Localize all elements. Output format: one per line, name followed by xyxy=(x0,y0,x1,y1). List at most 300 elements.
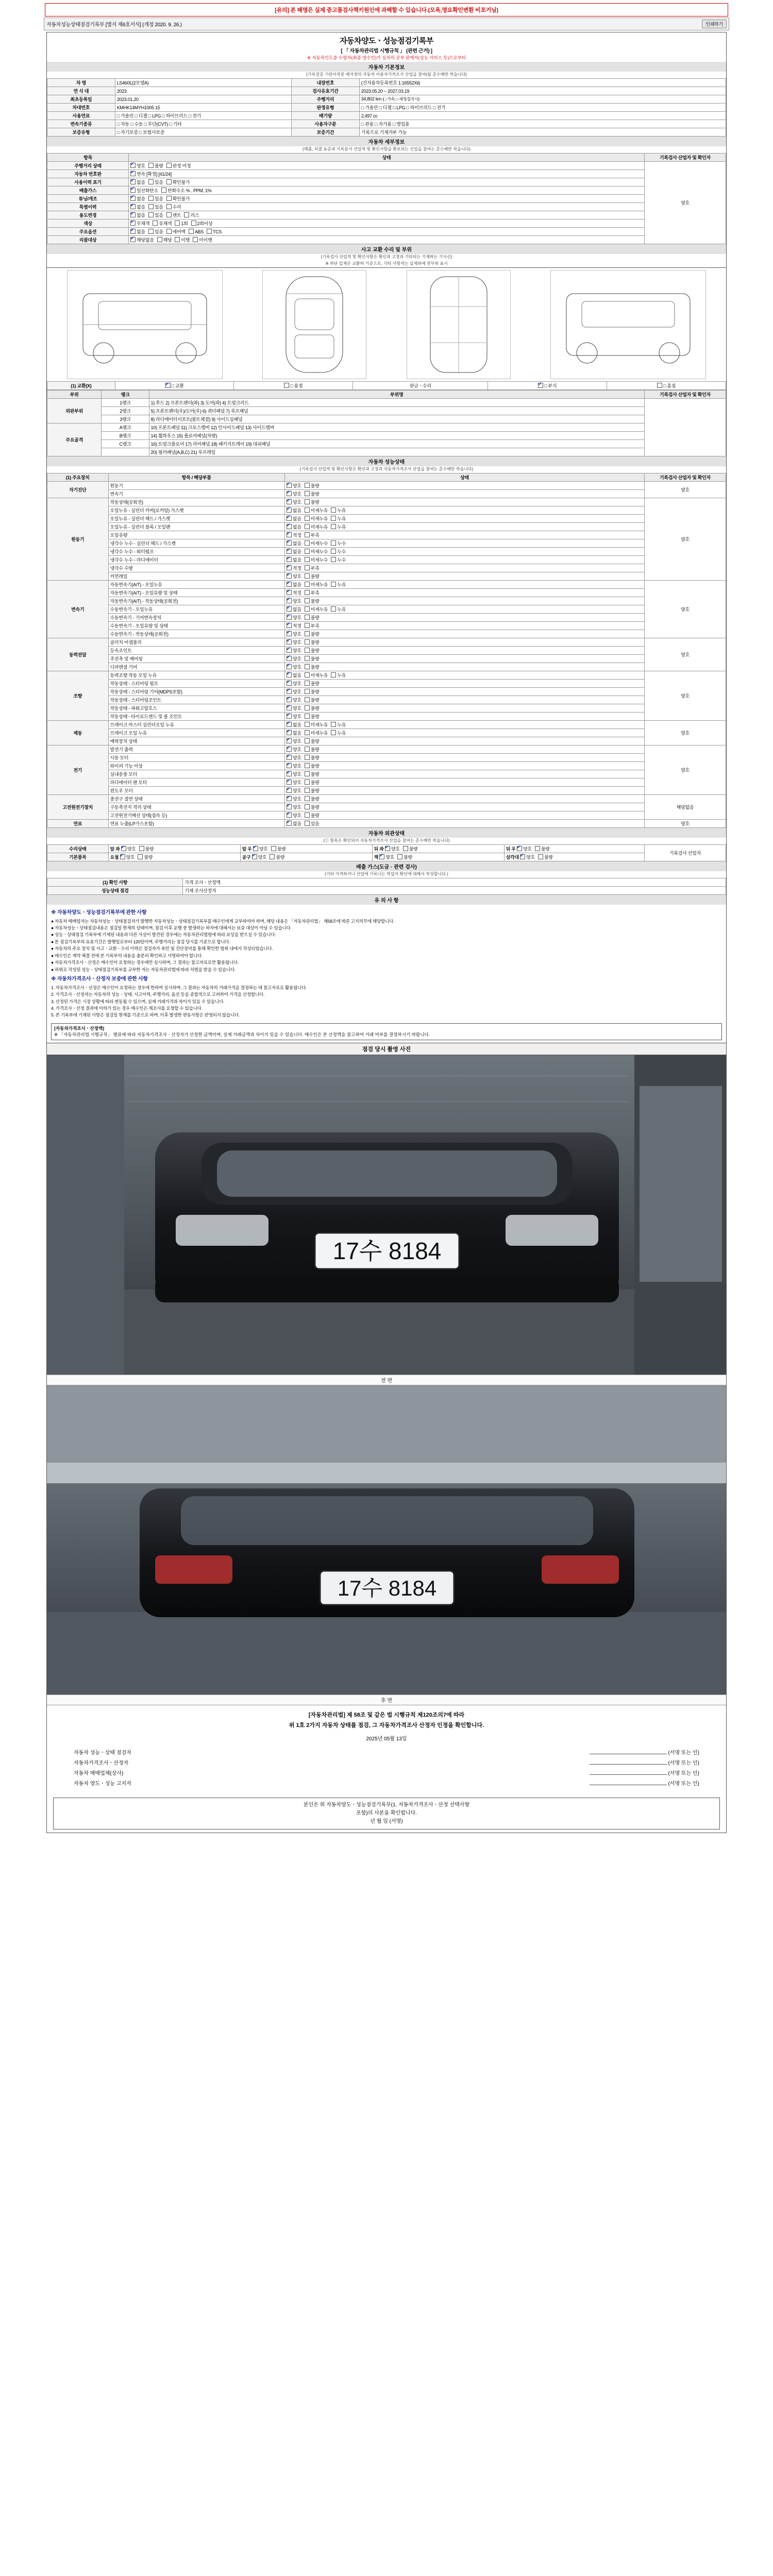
cell-part-name: 동력조향 작동 오일 누유 xyxy=(108,671,284,680)
page-title-note: ※ 자동차인도증 수령자(최종 양수인)가 실차의 공부 판매자(성능 서비스 등)으로부터 xyxy=(307,55,466,60)
print-button[interactable]: 인쇄하기 xyxy=(702,20,727,28)
cell-label: 기본품목 xyxy=(47,853,109,861)
table-row xyxy=(47,581,726,589)
cell-condition[interactable]: ✔ 양호 불량 xyxy=(284,614,644,622)
cell-condition[interactable]: ✔ 양호 불량 xyxy=(284,713,644,721)
cell-device-group: 조향 xyxy=(47,671,109,721)
notice-section-header: 유 의 사 항 xyxy=(47,895,726,905)
cell-part-name: 추진축 및 베어링 xyxy=(108,655,284,663)
cell-value: 가격 조사ㆍ산정액 xyxy=(183,878,726,887)
notice-item: ● 자동차가격조사ㆍ산정은 매수인이 요청하는 경우에만 실시하며, 그 결과는 참고자료로만 활용됩니다. xyxy=(51,960,239,965)
cell-condition[interactable]: ✔ 양호 불량 xyxy=(284,737,644,745)
cell-part-name: 자동변속기(A/T) - 오일누유 xyxy=(108,581,284,589)
signature-notice-1: [자동차관리법] 제 58조 및 같은 법 시행규칙 제120조의7에 따라 xyxy=(308,1711,465,1718)
cell-part-name: 발전기 출력 xyxy=(108,745,284,754)
cell-condition[interactable]: ✔ 적정 부족 xyxy=(284,531,644,539)
cell-condition[interactable]: ✔ 적정 부족 xyxy=(284,589,644,597)
cell-condition[interactable]: ✔ 없음 미세누유 누유 xyxy=(284,729,644,737)
notice-item: ● 자동차성능ㆍ상태점검내용은 점검일 현재의 상태이며, 점검 이후 운행 중 발생하는 하자에 대해서는 보증 대상이 아닐 수 있습니다. xyxy=(51,925,292,930)
odometer-value: 34,802 km xyxy=(361,96,382,101)
cell-condition[interactable]: ✔ 양호 불량 xyxy=(284,704,644,713)
cell-value: 기재 조사산정자 xyxy=(183,887,726,895)
table-header-row xyxy=(47,391,726,399)
table-row xyxy=(47,415,726,423)
section-detail-note: (매출, 리콜 표준과 기록문서 선업적 및 확인사항을 확보되는 신업을 참여는 준수해만 작습니다) xyxy=(303,147,470,151)
cell-tire-position[interactable]: 잭 ✔ 양호 불량 xyxy=(372,853,504,861)
table-row xyxy=(47,638,726,647)
table-row xyxy=(47,820,726,828)
cell-label: 리콜대상 xyxy=(47,236,129,244)
cell-value[interactable]: ✔ 무채색 유채색 1회 2회이상 xyxy=(129,219,645,228)
cell-device-group: 동력전달 xyxy=(47,638,109,671)
table-row xyxy=(47,440,726,448)
notice-item: 2. 가격조사ㆍ산정자는 자동차의 성능ㆍ상태, 사고이력, 주행거리, 옵션 등을 종합적으로 고려하여 가격을 산정합니다. xyxy=(51,992,264,997)
cell-condition[interactable]: ✔ 양호 불량 xyxy=(284,754,644,762)
cell-inspector: 양호 xyxy=(644,498,726,581)
cell-condition[interactable]: ✔ 없음 미세누유 누유 xyxy=(284,671,644,680)
cell-label: 주행거리 xyxy=(292,95,360,104)
photo-section-header: 점검 당시 촬영 사진 xyxy=(47,1043,726,1055)
cell-part-name: 작동상태 - 스티어링 펌프 xyxy=(108,680,284,688)
cell-label: 최초등록일 xyxy=(47,95,115,104)
cell-inspector: 해당없음 xyxy=(644,795,726,820)
notice-item: 4. 가격조사ㆍ산정 결과에 이의가 있는 경우 매수인은 재조사를 요청할 수 있습니다. xyxy=(51,1005,203,1011)
cell-value[interactable]: ✔ 없음 있음 수리 xyxy=(129,203,645,211)
notice-item: 5. 본 기록부에 기재된 사항은 점검일 현재를 기준으로 하며, 이후 발생한 변동사항은 반영되지 않습니다. xyxy=(51,1012,240,1018)
car-underbody-view-diagram xyxy=(407,270,511,379)
section-performance-note: (기록검사 산업적 및 확인사항은 확인과 고정과 자동차가격조사 산업을 참여는 준수해만 작습니다) xyxy=(299,467,474,471)
cell-inspector: 양호 xyxy=(644,162,726,244)
cell-label: 차대번호 xyxy=(47,104,115,112)
table-row xyxy=(47,104,726,112)
cell-part-name: 오일누유 - 실린더 블록 / 오일팬 xyxy=(108,523,284,531)
table-row xyxy=(47,762,726,770)
cell-tire-position[interactable]: 뒤 좌 ✔ 양호 불량 xyxy=(372,845,504,853)
cell-condition[interactable]: ✔ 양호 불량 xyxy=(284,778,644,787)
table-row xyxy=(47,622,726,630)
cell-label: 사용연료 xyxy=(47,112,115,120)
cell-part-name: 배력장치 상태 xyxy=(108,737,284,745)
notice-item: 3. 산정된 가격은 시장 상황에 따라 변동될 수 있으며, 실제 거래가격과 차이가 있을 수 있습니다. xyxy=(51,998,225,1004)
top-warning-banner: [유의] 본 패명은 실제 중고품검사책키원인에 과해할 수 있습니다.(모욕,명요확인변환 비포거님) xyxy=(45,3,728,16)
table-row xyxy=(47,795,726,803)
cell-label: 보증유형 xyxy=(47,128,115,137)
cell-part-list: 16) 트렁크플로어 17) 리어패널 18) 패키지트레이 19) 대쉬패널 xyxy=(149,440,644,448)
cell-inspector: 양호 xyxy=(644,581,726,638)
signature-role: 자동차 매매업체(상사) xyxy=(74,1771,124,1777)
signature-line[interactable]: (서명 또는 인) xyxy=(590,1769,699,1778)
cell-condition[interactable]: ✔ 양호 불량 xyxy=(284,688,644,696)
final-text-1: 본인은 위 자동차양도ㆍ성능점검기록부(1. 자동차가격조사ㆍ산정 선택사항 xyxy=(303,1802,470,1808)
col-header-part: 항목 / 해당부품 xyxy=(108,473,284,482)
cell-part-name: 클러치 어셈블리 xyxy=(108,638,284,647)
cell-part-name: 수동변속기 - 오일유량 및 상태 xyxy=(108,622,284,630)
table-row xyxy=(47,729,726,737)
cell-value: 기록으로 기재거부 가능 xyxy=(359,128,726,137)
form-toolbar xyxy=(44,18,729,30)
cell-condition[interactable]: ✔ 없음 미세누수 누수 xyxy=(284,548,644,556)
cell-condition[interactable]: ✔ 양호 불량 xyxy=(284,770,644,778)
legend-option: □ 용접 xyxy=(234,382,353,390)
cell-part-name: 작동상태(공회전) xyxy=(108,498,284,506)
cell-part-name: 라디에이터 팬 모터 xyxy=(108,778,284,787)
cell-condition[interactable]: ✔ 없음 미세누유 누유 xyxy=(284,581,644,589)
front-photo-image xyxy=(47,1055,726,1375)
cell-label: 자동차 번호판 xyxy=(47,170,129,178)
table-row xyxy=(47,203,726,211)
license-plate-text: 17수 8184 xyxy=(332,1237,442,1264)
section-detail-header: 자동차 세부정보 xyxy=(47,137,726,146)
table-row xyxy=(47,490,726,498)
cell-rank: 1랭크 xyxy=(102,399,149,407)
cell-device-group: 원동기 xyxy=(47,498,109,581)
table-row xyxy=(47,737,726,745)
cell-part-name: 구동축전지 격리 상태 xyxy=(108,803,284,811)
cell-condition[interactable]: ✔ 적정 부족 xyxy=(284,564,644,572)
table-row xyxy=(47,79,726,87)
signature-role: 자동차 성능ㆍ상태 점검자 xyxy=(74,1750,131,1756)
cell-value[interactable]: ✔ 변속 [확정] [41/24] xyxy=(129,170,645,178)
cell-condition[interactable]: ✔ 양호 불량 xyxy=(284,803,644,811)
cell-condition[interactable]: ✔ 없음 미세누유 누유 xyxy=(284,721,644,729)
cell-value: 2023.05.20 ~ 2027.03.19 xyxy=(359,87,726,95)
damage-legend-table xyxy=(47,381,726,390)
signature-notice-2: 위 1호 2가지 자동차 상태를 점검, 그 자동차가격조사 산정자 인정을 확인합니다. xyxy=(289,1722,484,1728)
notice-list-1 xyxy=(51,918,722,973)
table-row xyxy=(47,195,726,203)
col-header-inspector: 기록검사 산업자 및 확인자 xyxy=(644,391,726,399)
cell-condition[interactable]: ✔ 없음 미세누유 누유 xyxy=(284,523,644,531)
section-performance-header: 자동차 성능상태 xyxy=(47,456,726,466)
cell-label: 용도변경 xyxy=(47,211,129,219)
cost-table xyxy=(47,878,726,895)
signature-line[interactable]: (서명 또는 인) xyxy=(590,1759,699,1768)
table-row xyxy=(47,556,726,564)
cell-inspector: 양호 xyxy=(644,820,726,828)
cell-part-name: 냉각수 누수 - 실린더 헤드 / 가스켓 xyxy=(108,539,284,548)
table-row xyxy=(47,548,726,556)
signature-line[interactable]: (서명 또는 인) xyxy=(590,1780,699,1789)
signature-role: 자동차 양도ㆍ성능 고지자 xyxy=(74,1781,131,1787)
cell-label: 사용이력 표기 xyxy=(47,178,129,187)
col-header-inspector: 기록검사 산업자 및 확인자 xyxy=(644,473,726,482)
cell-part-list: 20) 필러패널(A,B,C) 21) 루프레일 xyxy=(149,448,644,456)
table-row xyxy=(47,614,726,622)
cell-part-name: 고전원전기배선 상태(접속 등) xyxy=(108,811,284,820)
legend-option: ✔ □ 부식 xyxy=(488,382,607,390)
legend-option: 판금ㆍ수리 xyxy=(353,382,488,390)
cell-part-list: 8) 라디에이터서포트(볼트체결) 9) 사이드실패널 xyxy=(149,415,644,423)
table-row xyxy=(47,655,726,663)
table-row xyxy=(47,688,726,696)
price-appraisal-title: [자동차가격조사ㆍ산정액] xyxy=(54,1025,105,1031)
cell-tire-position[interactable]: 앞 좌 ✔ 양호 불량 xyxy=(108,845,240,853)
signature-line[interactable]: (서명 또는 인) xyxy=(590,1749,699,1758)
cell-condition[interactable]: ✔ 양호 불량 xyxy=(284,663,644,671)
car-top-view-diagram xyxy=(262,270,366,379)
cell-label: 주행거리 상태 xyxy=(47,162,129,170)
cell-condition[interactable]: ✔ 양호 불량 xyxy=(284,597,644,605)
cell-condition[interactable]: ✔ 양호 불량 xyxy=(284,630,644,638)
license-plate-text-rear: 17수 8184 xyxy=(337,1575,437,1600)
table-row xyxy=(47,696,726,704)
cell-part-name: 등속조인트 xyxy=(108,647,284,655)
cell-label: 성능상태 점검 xyxy=(47,887,183,895)
table-row xyxy=(47,228,726,236)
table-row xyxy=(47,878,726,887)
cell-part-name: 작동상태 - 파워고압호스 xyxy=(108,704,284,713)
cell-condition[interactable]: ✔ 없음 있음 xyxy=(284,820,644,828)
cell-condition[interactable]: ✔ 없음 미세누수 누수 xyxy=(284,539,644,548)
table-row xyxy=(47,399,726,407)
cell-rank: 3랭크 xyxy=(102,415,149,423)
col-header-rank: 랭크 xyxy=(102,391,149,399)
cell-value: □ 관용 □ 자가용 □ 영업용 xyxy=(359,120,726,128)
cell-device-group: 전기 xyxy=(47,745,109,795)
table-row xyxy=(47,754,726,762)
cell-device-group: 자기진단 xyxy=(47,482,109,498)
cell-label: 배기량 xyxy=(292,112,360,120)
signature-row xyxy=(53,1779,720,1789)
table-row xyxy=(47,423,726,432)
cell-condition[interactable]: ✔ 양호 불량 xyxy=(284,638,644,647)
cell-condition[interactable]: ✔ 없음 미세누유 누유 xyxy=(284,605,644,614)
cell-condition[interactable]: ✔ 양호 불량 xyxy=(284,680,644,688)
cell-value[interactable]: ✔ 없음 있음 확인불가 xyxy=(129,195,645,203)
table-row xyxy=(47,219,726,228)
cell-label: 사용자구분 xyxy=(292,120,360,128)
cell-tire-position[interactable]: 요철 ✔ 양호 불량 xyxy=(108,853,240,861)
cell-condition[interactable]: ✔ 양호 불량 xyxy=(284,762,644,770)
section-basic-header: 자동차 기본정보 xyxy=(47,62,726,72)
cell-value: □ 가솔린 □ 디젤 □ LPG □ 하이브리드 □ 전기 xyxy=(115,112,291,120)
table-row xyxy=(47,778,726,787)
cell-part-group: 주요골격 xyxy=(47,423,102,456)
cell-part-name: 자동변속기(A/T) - 오일유량 및 상태 xyxy=(108,589,284,597)
signature-block xyxy=(47,1705,726,1795)
cell-condition[interactable]: ✔ 양호 불량 xyxy=(284,647,644,655)
cell-part-name: 시동 모터 xyxy=(108,754,284,762)
cell-condition[interactable]: ✔ 양호 불량 xyxy=(284,745,644,754)
cell-value[interactable]: ✔ 양호 불량 판정 미정 xyxy=(129,162,645,170)
cell-condition[interactable]: ✔ 양호 불량 xyxy=(284,490,644,498)
cell-label: 배출가스 xyxy=(47,187,129,195)
table-header-row xyxy=(47,473,726,482)
col-header-item: 항목 xyxy=(47,154,129,162)
cell-value: KMHK14MYH1005 15 xyxy=(115,104,291,112)
cell-inspector: 양호 xyxy=(644,745,726,795)
cell-tire-position[interactable]: 공구 ✔ 양호 불량 xyxy=(240,853,372,861)
cell-value: 2023.01.20 xyxy=(115,95,291,104)
cell-condition[interactable]: ✔ 양호 불량 xyxy=(284,572,644,581)
cell-label: 수리상태 xyxy=(47,845,109,853)
cell-label: 보증기간 xyxy=(292,128,360,137)
table-row xyxy=(47,120,726,128)
cell-label: 튜닝/개조 xyxy=(47,195,129,203)
notice-item: ● 자동차의 주요 장치 및 사고ㆍ교환ㆍ수리 이력은 점검자가 육안 및 진단장비를 통해 확인한 범위 내에서 작성되었습니다. xyxy=(51,946,273,952)
signature-row xyxy=(53,1769,720,1779)
table-row xyxy=(47,704,726,713)
notice-body xyxy=(47,905,726,1021)
cell-part-name: 오일누유 - 실린더 커버(로커암) 가스켓 xyxy=(108,506,284,515)
signature-row xyxy=(53,1748,720,1758)
table-row xyxy=(47,128,726,137)
cell-tire-position[interactable]: 앞 우 ✔ 양호 불량 xyxy=(240,845,372,853)
cell-rank: 2랭크 xyxy=(102,407,149,415)
cell-label: 차 명 xyxy=(47,79,115,87)
cell-part-list: 10) 프론트패널 11) 크로스멤버 12) 인사이드패널 13) 사이드멤버 xyxy=(149,423,644,432)
cell-rank: A랭크 xyxy=(102,423,149,432)
form-reference-label: 자동차성능상태점검기록부 [별지 제6호서식] (개정 2020. 9. 26.) xyxy=(46,22,182,28)
table-row xyxy=(47,531,726,539)
cell-condition[interactable]: ✔ 양호 불량 xyxy=(284,498,644,506)
col-header-condition: 상태 xyxy=(284,473,644,482)
legend-label: (1) 교환(X) xyxy=(47,382,115,390)
cell-condition[interactable]: ✔ 적정 부족 xyxy=(284,622,644,630)
cell-value: □ 자기보증 □ 보험사보증 xyxy=(115,128,291,137)
cell-device-group: 고전원전기장치 xyxy=(47,795,109,820)
cell-rank xyxy=(102,448,149,456)
cell-part-name: 냉각수 수량 xyxy=(108,564,284,572)
cell-part-name: 연료 누출(LP가스포함) xyxy=(108,820,284,828)
cell-value: □ 가솔린 □ 디젤 □ LPG □ 하이브리드 □ 전기 xyxy=(359,104,726,112)
cell-device-group: 연료 xyxy=(47,820,109,828)
table-row xyxy=(47,803,726,811)
table-row xyxy=(47,87,726,95)
front-photo-caption: 전 면 xyxy=(47,1375,726,1385)
notice-item: ● 매수인은 계약 체결 전에 본 기록부의 내용을 충분히 확인하고 서명하여야 합니다. xyxy=(51,953,203,958)
col-header-state: 상태 xyxy=(129,154,645,162)
cell-part-name: 브레이크 오일 누유 xyxy=(108,729,284,737)
cell-value[interactable]: ✔ 없음 있음 확인불가 xyxy=(129,178,645,187)
section-damage-note: (기록검사 산업적 및 확인사항은 확인과 고정과 기타되는 기재하는 기사신) xyxy=(321,255,452,259)
table-row xyxy=(47,236,726,244)
table-row xyxy=(47,589,726,597)
performance-table xyxy=(47,473,726,828)
signature-rows xyxy=(53,1748,720,1789)
final-text-3: 년 월 일 (서명) xyxy=(370,1819,403,1825)
cell-inspector: 양호 xyxy=(644,721,726,745)
cell-inspector xyxy=(644,399,726,456)
cell-part-name: 수동변속기 - 오일누유 xyxy=(108,605,284,614)
cell-value: 2,497 cc xyxy=(359,112,726,120)
cell-inspector: 양호 xyxy=(644,671,726,721)
cell-rank: C랭크 xyxy=(102,440,149,448)
cell-condition[interactable]: ✔ 양호 불량 xyxy=(284,787,644,795)
cell-condition[interactable]: ✔ 없음 미세누유 누유 xyxy=(284,515,644,523)
table-row xyxy=(47,523,726,531)
odometer-note: (□ 가속 □ 세정검지시) xyxy=(382,97,419,101)
table-row xyxy=(47,630,726,638)
damage-diagram xyxy=(47,267,726,381)
detail-rows-body xyxy=(47,162,726,244)
table-row xyxy=(47,721,726,729)
record-sheet xyxy=(46,32,727,1833)
table-row xyxy=(47,663,726,671)
section-tire-header: 자동차 외관상태 xyxy=(47,828,726,838)
cell-part-group: 외판부위 xyxy=(47,399,102,423)
cell-condition[interactable]: ✔ 없음 미세누수 누수 xyxy=(284,556,644,564)
page-subtitle: [ 「 자동차관리법 시행규칙 」 (관련 근거) ] xyxy=(341,48,432,54)
table-row xyxy=(47,647,726,655)
cell-tire-position[interactable]: 뒤 우 ✔ 양호 불량 xyxy=(504,845,644,853)
table-row xyxy=(47,887,726,895)
cell-condition[interactable]: ✔ 양호 불량 xyxy=(284,696,644,704)
cell-part-name: 커먼레일 xyxy=(108,572,284,581)
notice-item: 1. 자동차가격조사ㆍ산정은 매수인이 요청하는 경우에 한하여 실시하며, 그 결과는 자동차의 거래가격을 결정하는 데 참고자료로 활용됩니다. xyxy=(51,985,307,990)
cell-part-name: 디퍼렌셜 기어 xyxy=(108,663,284,671)
vehicle-photo-rear xyxy=(47,1385,726,1694)
cell-tire-position[interactable]: 삼각대 ✔ 양호 불량 xyxy=(504,853,644,861)
cell-part-name: 냉각수 누수 - 워터펌프 xyxy=(108,548,284,556)
cell-part-name: 원동기 xyxy=(108,482,284,490)
cell-part-name: 오일유량 xyxy=(108,531,284,539)
cell-condition[interactable]: ✔ 양호 불량 xyxy=(284,811,644,820)
signature-date: 2025년 05월 13일 xyxy=(366,1736,407,1742)
notice-list-2 xyxy=(51,985,722,1019)
cell-part-name: 와이퍼 기능 이상 xyxy=(108,762,284,770)
cell-label: 변속기종류 xyxy=(47,120,115,128)
damage-parts-table xyxy=(47,390,726,456)
table-row xyxy=(47,448,726,456)
cell-condition[interactable]: ✔ 양호 불량 xyxy=(284,795,644,803)
table-row xyxy=(47,811,726,820)
car-front-view-diagram xyxy=(67,270,223,379)
cell-part-name: 오일누유 - 실린더 헤드 / 가스켓 xyxy=(108,515,284,523)
section-damage-note2: ※ 하단 일체은 교환하 기준으로, 기타 사항적는 실제와에 전부와 표시 xyxy=(325,261,448,266)
cell-condition[interactable]: ✔ 양호 불량 xyxy=(284,482,644,490)
table-row xyxy=(47,482,726,490)
document-page xyxy=(0,3,773,2576)
table-row xyxy=(47,680,726,688)
cell-value[interactable]: ✔ 없음 있음 렌트 리스 xyxy=(129,211,645,219)
cell-part-list: 14) 휠하우스 15) 플로어패널(차량) xyxy=(149,432,644,440)
col-header-inspector: 기록검사 산업자 및 확인자 xyxy=(644,154,726,162)
cell-part-list: 5) 프론트팬더(우)/도어(우) 6) 퀴터패널 7) 루프패널 xyxy=(149,407,644,415)
cell-value: 2023 xyxy=(115,87,291,95)
cell-condition[interactable]: ✔ 없음 미세누유 누유 xyxy=(284,506,644,515)
cell-part-name: 변속기 xyxy=(108,490,284,498)
table-row xyxy=(47,713,726,721)
document-title-block xyxy=(47,32,726,62)
notice-heading-2: ※ 자동차가격조사ㆍ산정자 보증에 관한 사항 xyxy=(51,976,148,982)
notice-item: ● 성능ㆍ상태점검 기록부에 기재된 내용과 다른 사실이 발견된 경우에는 자동차관리법령에 따라 보상을 받으실 수 있습니다. xyxy=(51,932,276,938)
table-row xyxy=(47,211,726,219)
table-row xyxy=(47,853,726,861)
cell-value[interactable]: ✔ 해당없음 해당 이행 미이행 xyxy=(129,236,645,244)
section-basic-note: (기록검증 기관이작문 매자정의 자동차 이용자가격조사 산업을 참여(될 준수해만 작습니다) xyxy=(306,72,467,77)
cell-value[interactable]: ✔ 일산화탄소 탄화수소 % , PPM, 1% xyxy=(129,187,645,195)
rear-photo-image xyxy=(47,1385,726,1694)
table-row xyxy=(47,170,726,178)
table-row xyxy=(47,745,726,754)
signature-role: 자동차가격조사ㆍ산정자 xyxy=(74,1760,129,1767)
cell-value[interactable]: ✔ 없음 있음 에어백 ABS TCS xyxy=(129,228,645,236)
legend-option: ✔ □ 교환 xyxy=(115,382,234,390)
cell-label: (1) 확인 사항 xyxy=(47,878,183,887)
tire-table xyxy=(47,844,726,861)
table-row xyxy=(47,787,726,795)
cell-condition[interactable]: ✔ 양호 불량 xyxy=(284,655,644,663)
cell-part-name: 작동상태 - 타이로드엔드 및 볼 조인트 xyxy=(108,713,284,721)
cell-part-name: 실내송풍 모터 xyxy=(108,770,284,778)
table-row xyxy=(47,382,726,390)
table-row xyxy=(47,112,726,120)
section-cost-header: 배출 가스(도금 · 관련 검사) xyxy=(47,861,726,871)
signature-row xyxy=(53,1758,720,1769)
table-row xyxy=(47,95,726,104)
table-row xyxy=(47,187,726,195)
